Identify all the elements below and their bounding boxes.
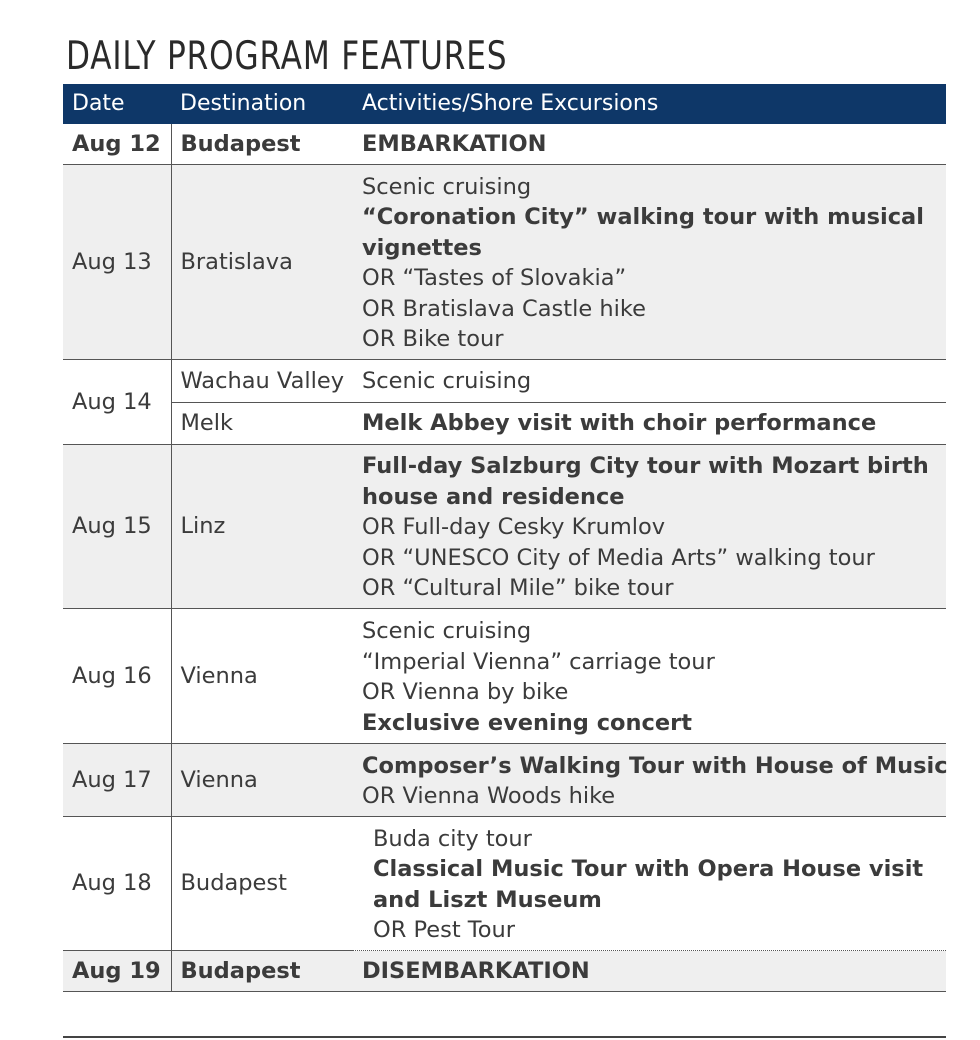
activity-line: OR “Cultural Mile” bike tour bbox=[362, 575, 674, 602]
activity-line: Classical Music Tour with Opera House visit and Liszt Museum bbox=[373, 856, 924, 913]
row-date: Aug 19 bbox=[63, 951, 171, 992]
row-activities bbox=[353, 609, 946, 744]
table-row bbox=[63, 445, 946, 609]
row-activity: Melk Abbey visit with choir performance bbox=[353, 403, 946, 445]
table-row bbox=[63, 360, 946, 403]
row-destination: Melk bbox=[171, 403, 353, 445]
activity-line: OR “Tastes of Slovakia” bbox=[362, 265, 627, 291]
activity-line: OR Vienna Woods hike bbox=[362, 783, 616, 809]
row-activity: DISEMBARKATION bbox=[353, 951, 946, 992]
row-date: Aug 17 bbox=[63, 744, 171, 817]
table-row bbox=[63, 744, 946, 817]
activity-line: Buda city tour bbox=[373, 825, 532, 852]
table-row bbox=[63, 403, 946, 445]
program-table bbox=[63, 84, 946, 992]
row-activities bbox=[353, 165, 946, 360]
header-destination: Destination bbox=[171, 84, 353, 124]
row-destination: Budapest bbox=[171, 951, 353, 992]
row-date: Aug 15 bbox=[63, 445, 171, 609]
activity-line: OR Vienna by bike bbox=[362, 679, 569, 705]
row-destination: Vienna bbox=[171, 744, 353, 817]
header-activities: Activities/Shore Excursions bbox=[353, 84, 946, 124]
activity-line: Scenic cruising bbox=[362, 173, 532, 200]
activity-line: Exclusive evening concert bbox=[362, 709, 692, 736]
row-date: Aug 18 bbox=[63, 817, 171, 951]
row-activity: Scenic cruising bbox=[353, 360, 946, 403]
activity-line: OR Bike tour bbox=[362, 326, 504, 352]
table-header-row bbox=[63, 84, 946, 124]
activity-line: OR Full-day Cesky Krumlov bbox=[362, 514, 666, 541]
activity-line: OR Pest Tour bbox=[373, 917, 515, 943]
row-destination: Budapest bbox=[171, 124, 353, 165]
row-activities bbox=[353, 817, 946, 951]
activity-line: Composer’s Walking Tour with House of Music bbox=[362, 752, 948, 779]
activity-line: OR Bratislava Castle hike bbox=[362, 295, 646, 322]
row-activities bbox=[353, 445, 946, 609]
row-date: Aug 12 bbox=[63, 124, 171, 165]
row-activity: EMBARKATION bbox=[353, 124, 946, 165]
table-row bbox=[63, 951, 946, 992]
row-date: Aug 14 bbox=[63, 360, 171, 445]
row-destination: Vienna bbox=[171, 609, 353, 744]
row-destination: Wachau Valley bbox=[171, 360, 353, 403]
header-date: Date bbox=[63, 84, 171, 124]
row-date: Aug 13 bbox=[63, 165, 171, 360]
activity-line: OR “UNESCO City of Media Arts” walking tour bbox=[362, 544, 875, 571]
page-title: DAILY PROGRAM FEATURES bbox=[66, 34, 508, 79]
table-row bbox=[63, 124, 946, 165]
table-row bbox=[63, 609, 946, 744]
table-row bbox=[63, 165, 946, 360]
row-date: Aug 16 bbox=[63, 609, 171, 744]
activity-line: Full-day Salzburg City tour with Mozart birth house and residence bbox=[362, 453, 929, 510]
table-row bbox=[63, 817, 946, 951]
row-destination: Budapest bbox=[171, 817, 353, 951]
bottom-rule bbox=[63, 1036, 946, 1038]
activity-line: Scenic cruising bbox=[362, 618, 532, 644]
activity-line: “Coronation City” walking tour with musical vignettes bbox=[362, 204, 924, 261]
row-activities bbox=[353, 744, 946, 817]
row-destination: Bratislava bbox=[171, 165, 353, 360]
activity-line: “Imperial Vienna” carriage tour bbox=[362, 648, 715, 675]
row-destination: Linz bbox=[171, 445, 353, 609]
